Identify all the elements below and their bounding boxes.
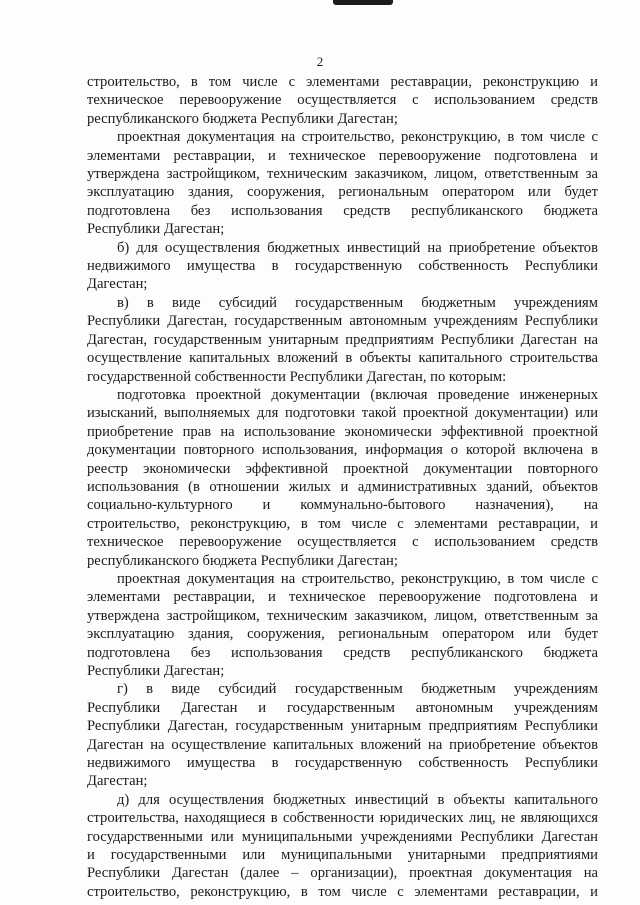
text-line: реестр экономически эффективной проектной документации повторного (87, 460, 598, 477)
text-line: осуществление капитальных вложений в объекты капитального строительства (87, 350, 598, 367)
text-line: Республики Дагестан, государственным унитарным предприятиям Республики (87, 718, 598, 735)
text-line: проектная документация на строительство, реконструкцию, в том числе с (117, 570, 598, 587)
text-line: строительство, реконструкцию, в том числе с элементами реставрации, и (87, 883, 598, 900)
text-line: утверждена застройщиком, техническим заказчиком, лицом, ответственным за (87, 607, 598, 624)
text-line: использования (в отношении жилых и административных зданий, объектов (87, 478, 598, 495)
text-line: подготовлена без использования средств республиканского бюджета (87, 202, 598, 219)
text-line: строительство, в том числе с элементами реставрации, реконструкцию и (87, 74, 598, 90)
paragraph (87, 386, 598, 570)
paragraph (87, 791, 598, 901)
document-body (87, 73, 598, 901)
text-line: техническое перевооружение осуществляется с использованием средств (87, 92, 598, 109)
text-line: в) в виде субсидий государственным бюджетным учреждениям (117, 294, 598, 311)
text-line: республиканского бюджета Республики Дагестан; (87, 110, 398, 127)
text-line: утверждена застройщиком, техническим заказчиком, лицом, ответственным за (87, 166, 598, 183)
text-line: б) для осуществления бюджетных инвестиций на приобретение объектов (117, 239, 598, 256)
paragraph (87, 294, 598, 386)
text-line: социально-культурного и коммунально-бытового назначения), на (87, 497, 598, 514)
text-line: недвижимого имущества в государственную собственность Республики (87, 755, 598, 772)
paragraph (87, 570, 598, 680)
scan-edge-mark (333, 0, 393, 5)
text-line: подготовлена без использования средств республиканского бюджета (87, 644, 598, 661)
text-line: строительство, реконструкцию, в том числе с элементами реставрации, и (87, 515, 598, 532)
text-line: элементами реставрации, и техническое перевооружение подготовлена и (87, 589, 598, 606)
text-line: Республики Дагестан (далее – организации), проектная документация на (87, 865, 598, 882)
paragraph (87, 239, 598, 294)
text-line: проектная документация на строительство, реконструкцию, в том числе с (117, 129, 598, 146)
text-line: г) в виде субсидий государственным бюджетным учреждениям (117, 681, 598, 698)
text-line: Республики Дагестан; (87, 221, 225, 238)
text-line: государственными или муниципальными учреждениями Республики Дагестан (87, 828, 598, 845)
text-line: Дагестан, государственным унитарным предприятиям Республики Дагестан на (87, 331, 598, 348)
text-line: эксплуатацию здания, сооружения, региональным оператором или будет (87, 184, 598, 201)
paragraph (87, 73, 598, 128)
text-line: Дагестан на осуществление капитальных вложений на приобретение объектов (87, 736, 598, 753)
text-line: Дагестан; (87, 773, 148, 790)
text-line: и государственными или муниципальными унитарными предприятиями (87, 847, 598, 864)
text-line: недвижимого имущества в государственную собственность Республики (87, 258, 598, 275)
text-line: изысканий, выполняемых для подготовки такой проектной документации) или (87, 405, 598, 422)
text-line: государственной собственности Республики Дагестан, по которым: (87, 368, 507, 385)
text-line: приобретение прав на использование экономически эффективной проектной (87, 423, 598, 440)
text-line: Республики Дагестан и государственным автономным учреждениям (87, 699, 598, 716)
text-line: эксплуатацию здания, сооружения, региональным оператором или будет (87, 626, 598, 643)
text-line: Республики Дагестан; (87, 663, 225, 679)
text-line: техническое перевооружение осуществляется с использованием средств (87, 534, 598, 551)
text-line: Республики Дагестан, государственным автономным учреждениям Республики (87, 313, 598, 330)
paragraph (87, 680, 598, 790)
text-line: документации повторного использования, информация о которой включена в (87, 442, 598, 459)
text-line: республиканского бюджета Республики Дагестан; (87, 552, 398, 569)
text-line: элементами реставрации, и техническое перевооружение подготовлена и (87, 147, 598, 164)
text-line: д) для осуществления бюджетных инвестиций в объекты капитального (117, 791, 598, 808)
text-line: строительства, находящиеся в собственности юридических лиц, не являющихся (87, 810, 598, 827)
text-line: подготовка проектной документации (включая проведение инженерных (117, 386, 598, 403)
text-line: Дагестан; (87, 276, 148, 293)
paragraph (87, 128, 598, 238)
page-number: 2 (316, 54, 324, 69)
